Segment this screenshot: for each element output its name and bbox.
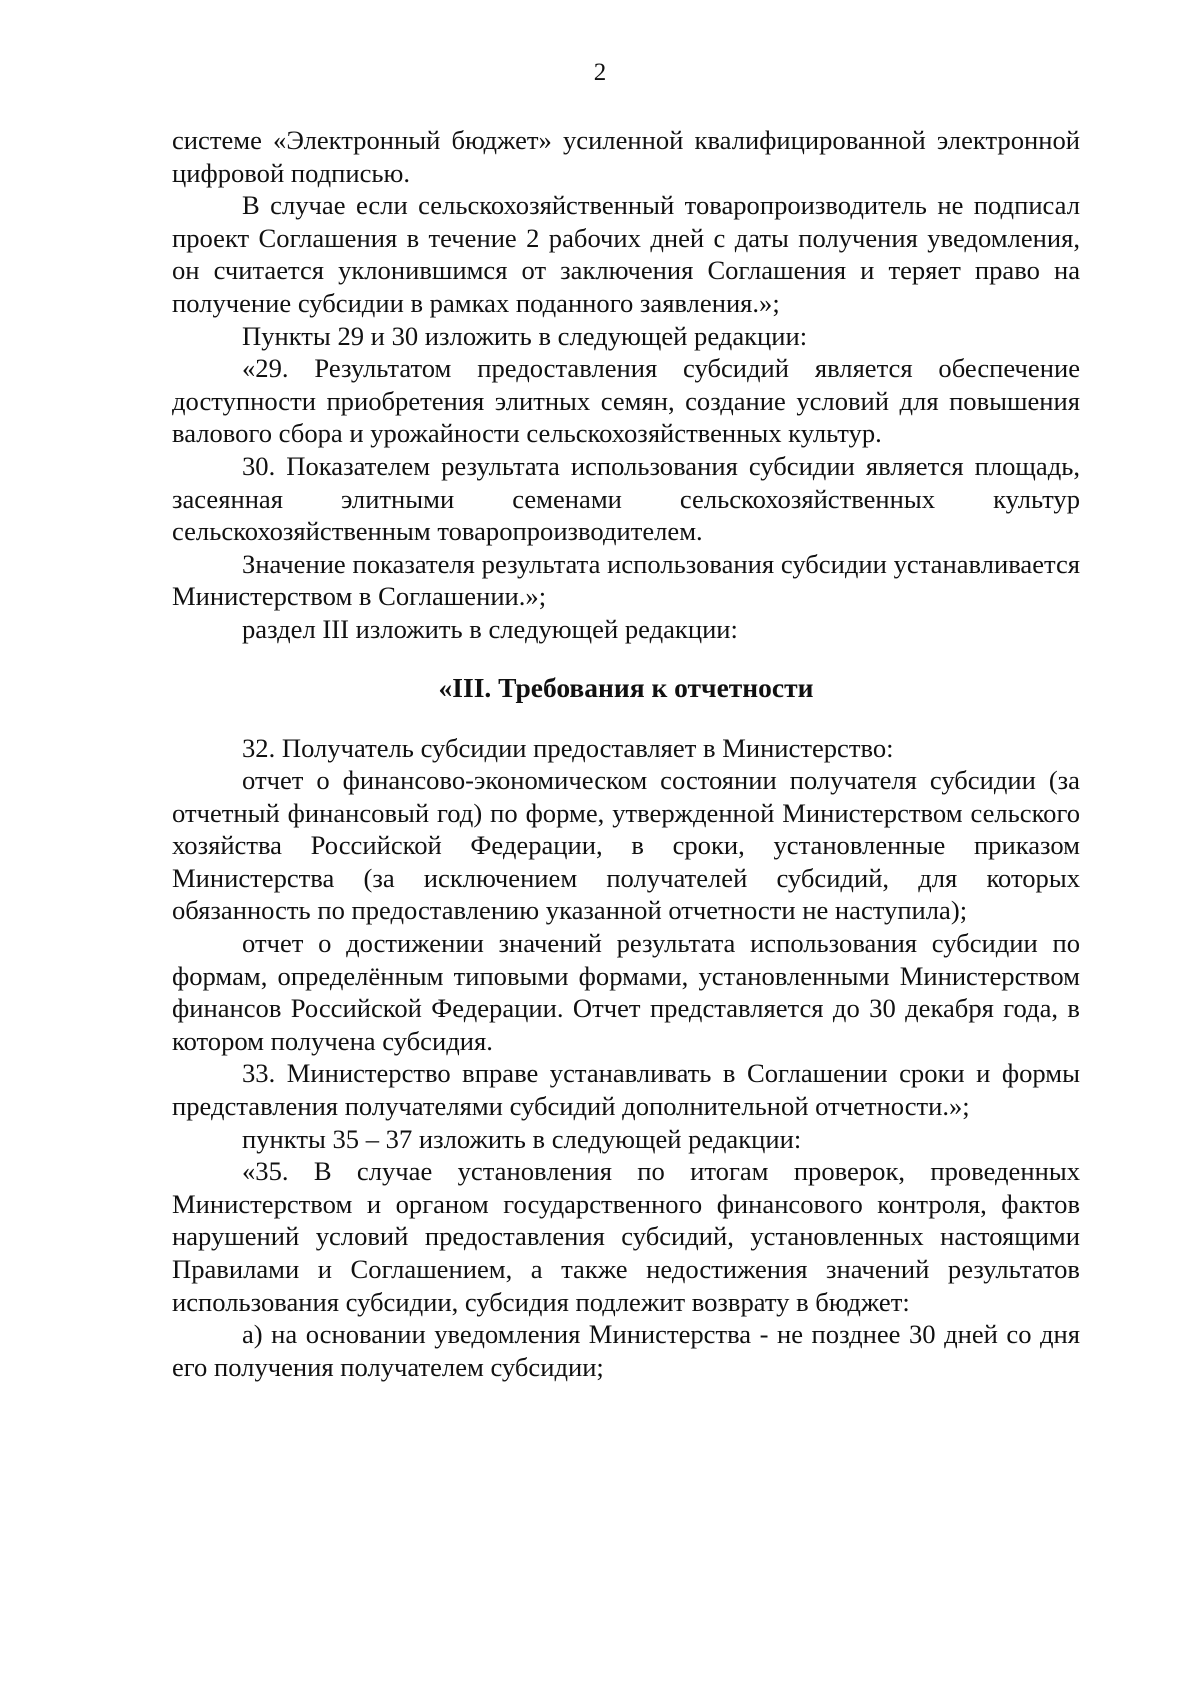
section-heading: «III. Требования к отчетности <box>438 671 814 703</box>
paragraph-subitem-a: а) на основании уведомления Министерства - не позднее 30 дней со дня его получения получателем субсидии; <box>172 1319 1080 1382</box>
paragraph-item-33: 33. Министерство вправе устанавливать в Соглашении сроки и формы представления получателями субсидий дополнительной отчетности.»; <box>172 1058 1080 1122</box>
paragraph-item-30: 30. Показателем результата использования субсидии является площадь, засеянная элитными семенами сельскохозяйственных культур сельскохозяйственным товаропроизводителем. <box>172 450 1080 547</box>
paragraph-section-iii-intro: раздел III изложить в следующей редакции: <box>242 613 738 644</box>
paragraph-results-report: отчет о достижении значений результата использования субсидии по формам, определённым типовыми формами, установленными Министерством финансов Российской Федерации. Отчет представляется до 30 декабря года, в котором получена субсидия. <box>172 928 1080 1056</box>
document-body <box>172 124 1080 1383</box>
paragraph-amend-29-30: Пункты 29 и 30 изложить в следующей редакции: <box>242 320 808 351</box>
paragraph-agreement-refusal: В случае если сельскохозяйственный товаропроизводитель не подписал проект Соглашения в течение 2 рабочих дней с даты получения уведомления, он считается уклонившимся от заключения Соглашения и теряет право на получение субсидии в рамках поданного заявления.»; <box>172 190 1080 318</box>
paragraph-continuation: системе «Электронный бюджет» усиленной квалифицированной электронной цифровой подписью. <box>172 125 1080 188</box>
paragraph-item-32: 32. Получатель субсидии предоставляет в Министерство: <box>242 732 894 763</box>
paragraph-item-35: «35. В случае установления по итогам проверок, проведенных Министерством и органом государственного финансового контроля, фактов нарушений условий предоставления субсидий, установленных настоящими Правилами и Соглашением, а также недостижения значений результатов использования субсидии, субсидия подлежит возврату в бюджет: <box>172 1156 1080 1317</box>
paragraph-financial-report: отчет о финансово-экономическом состоянии получателя субсидии (за отчетный финансовый год) по форме, утвержденной Министерством сельского хозяйства Российской Федерации, в сроки, установленные приказом Министерства (за исключением получателей субсидий, для которых обязанность по предоставлению указанной отчетности не наступила); <box>172 765 1080 926</box>
paragraph-amend-35-37: пункты 35 – 37 изложить в следующей редакции: <box>242 1123 802 1154</box>
paragraph-indicator-value: Значение показателя результата использования субсидии устанавливается Министерством в Соглашении.»; <box>172 548 1080 612</box>
paragraph-item-29: «29. Результатом предоставления субсидий является обеспечение доступности приобретения элитных семян, создание условий для повышения валового сбора и урожайности сельскохозяйственных культур. <box>172 353 1080 449</box>
page-number: 2 <box>593 59 607 86</box>
